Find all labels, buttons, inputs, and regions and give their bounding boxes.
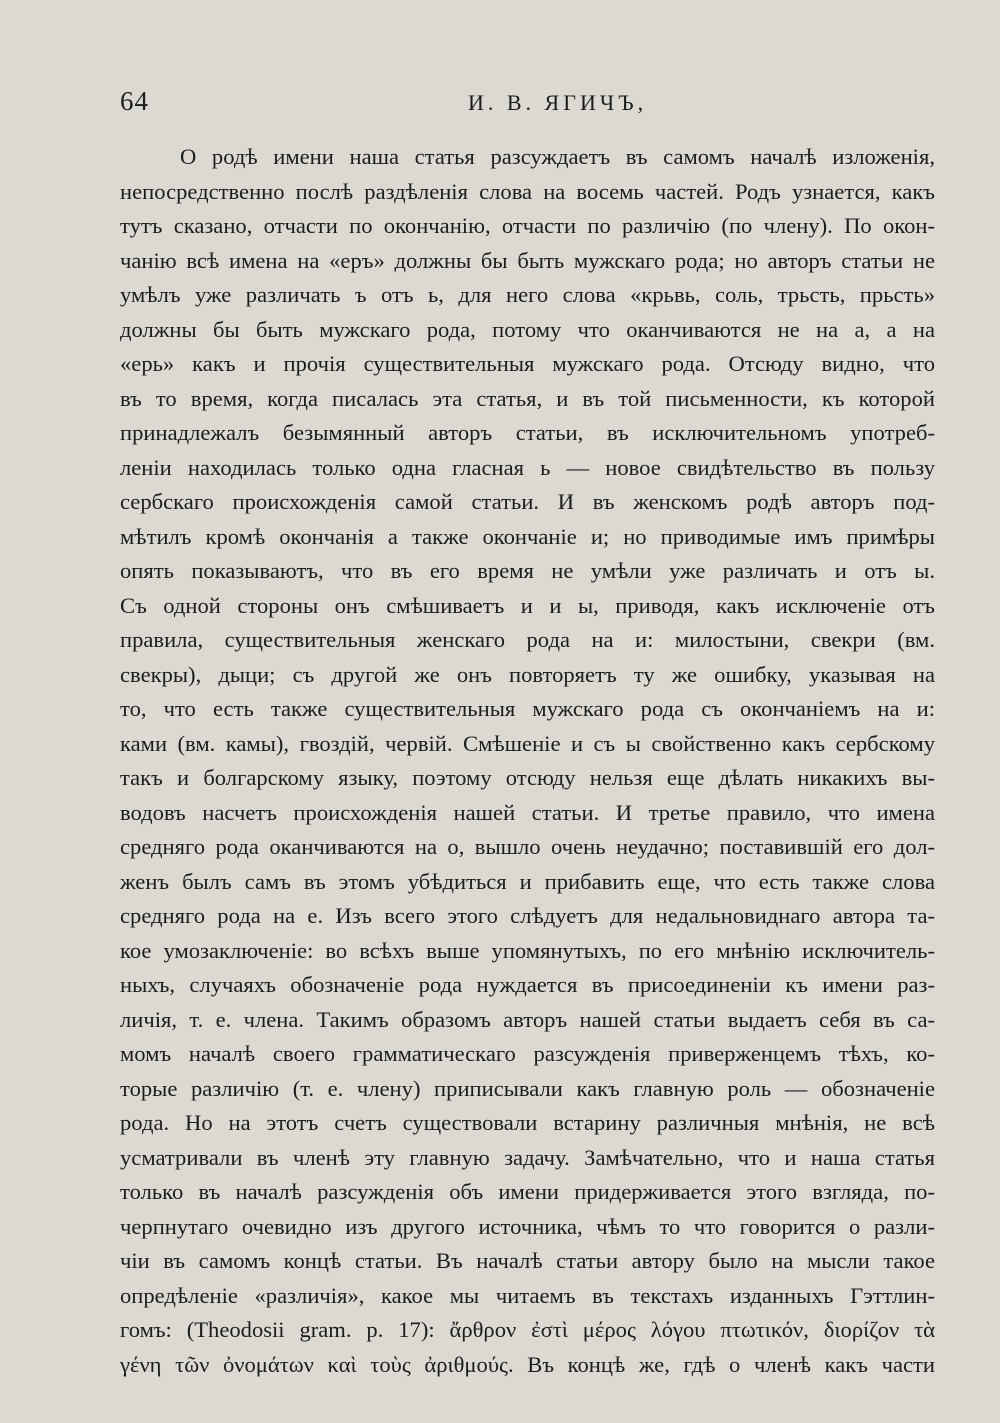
- text-line: леніи находилась только одна гласная ь — новое свидѣтельство въ пользу: [120, 454, 935, 480]
- text-line: личія, т. е. члена. Такимъ образомъ авторъ нашей статьи выдаетъ себя въ са-: [120, 1006, 935, 1032]
- text-line: непосредственно послѣ раздѣленія слова на восемь частей. Родъ узнается, какъ: [120, 178, 935, 204]
- text-line: опредѣленіе «различія», какое мы читаемъ въ текстахъ изданныхъ Гэттлин-: [120, 1282, 935, 1308]
- text-line: принадлежалъ безымянный авторъ статьи, въ исключительномъ употреб-: [120, 420, 935, 445]
- running-title: И. В. ЯГИЧЪ,: [468, 90, 648, 115]
- text-line: водовъ насчетъ происхожденія нашей статьи. И третье правило, что имена: [120, 799, 935, 825]
- body-text: [120, 140, 935, 1382]
- text-line: мѣтилъ кромѣ окончанія а также окончаніе и; но приводимые имъ примѣры: [120, 523, 935, 549]
- text-line: «ерь» какъ и прочія существительныя мужскаго рода. Отсюду видно, что: [120, 351, 935, 376]
- text-line: опять показываютъ, что въ его время не умѣли уже различать и отъ ы.: [120, 558, 935, 583]
- text-line: умѣлъ уже различать ъ отъ ь, для него слова «крьвь, соль, трьсть, прьсть»: [120, 282, 935, 307]
- text-line: въ то время, когда писалась эта статья, и въ той письменности, къ которой: [120, 385, 935, 411]
- text-line: правила, существительныя женскаго рода на и: милостыни, свекри (вм.: [120, 627, 935, 652]
- page-header: [120, 86, 935, 122]
- text-line: О родѣ имени наша статья разсуждаетъ въ самомъ началѣ изложенія,: [180, 144, 935, 169]
- text-line: средняго рода оканчиваются на о, вышло очень неудачно; поставившій его дол-: [120, 834, 935, 859]
- text-line: только въ началѣ разсужденія объ имени придерживается этого взгляда, по-: [120, 1179, 935, 1204]
- text-line: Съ одной стороны онъ смѣшиваетъ и и ы, приводя, какъ исключеніе отъ: [120, 592, 935, 618]
- text-line: то, что есть также существительныя мужскаго рода съ окончаніемъ на и:: [120, 696, 935, 721]
- text-line: кое умозаключеніе: во всѣхъ выше упомянутыхъ, по его мнѣнію исключитель-: [120, 937, 935, 963]
- text-line: женъ былъ самъ въ этомъ убѣдиться и прибавить еще, что есть также слова: [120, 868, 935, 894]
- text-line: должны бы быть мужскаго рода, потому что оканчиваются не на а, а на: [120, 316, 935, 342]
- text-line: ками (вм. камы), гвоздій, червій. Смѣшеніе и съ ы свойственно какъ сербскому: [120, 730, 935, 756]
- text-line: свекры), дыци; съ другой же онъ повторяетъ ту же ошибку, указывая на: [120, 661, 935, 687]
- text-line: усматривали въ членѣ эту главную задачу. Замѣчательно, что и наша статья: [120, 1144, 935, 1170]
- text-line: гомъ: (Theodosii gram. p. 17): ἄρθρον ἐστὶ μέρος λόγου πτωτικόν, διορίζον τὰ: [120, 1317, 935, 1342]
- text-line: черпнутаго очевидно изъ другого источника, чѣмъ то что говорится о разли-: [120, 1213, 935, 1239]
- text-line: сербскаго происхожденія самой статьи. И въ женскомъ родѣ авторъ под-: [120, 489, 935, 514]
- text-line: такъ и болгарскому языку, поэтому отсюду нельзя еще дѣлать никакихъ вы-: [120, 765, 935, 790]
- text-line: ныхъ, случаяхъ обозначеніе рода нуждается въ присоединеніи къ имени раз-: [120, 972, 935, 997]
- text-line: чіи въ самомъ концѣ статьи. Въ началѣ статьи автору было на мысли такое: [120, 1248, 935, 1273]
- text-line: средняго рода на е. Изъ всего этого слѣдуетъ для недальновиднаго автора та-: [120, 903, 935, 928]
- page-number: 64: [120, 86, 149, 116]
- text-line: γένη τῶν ὀνομάτων καὶ τοὺς ἀριθμούς. Въ концѣ же, гдѣ о членѣ какъ части: [120, 1351, 935, 1377]
- text-line: рода. Но на этотъ счетъ существовали встарину различныя мнѣнія, не всѣ: [120, 1110, 935, 1135]
- text-line: момъ началѣ своего грамматическаго разсужденія приверженцемъ тѣхъ, ко-: [120, 1041, 935, 1066]
- text-line: торые различію (т. е. члену) приписывали какъ главную роль — обозначеніе: [120, 1075, 935, 1101]
- text-line: чанію всѣ имена на «еръ» должны бы быть мужскаго рода; но авторъ статьи не: [120, 247, 935, 273]
- text-line: тутъ сказано, отчасти по окончанію, отчасти по различію (по члену). По окон-: [120, 213, 935, 238]
